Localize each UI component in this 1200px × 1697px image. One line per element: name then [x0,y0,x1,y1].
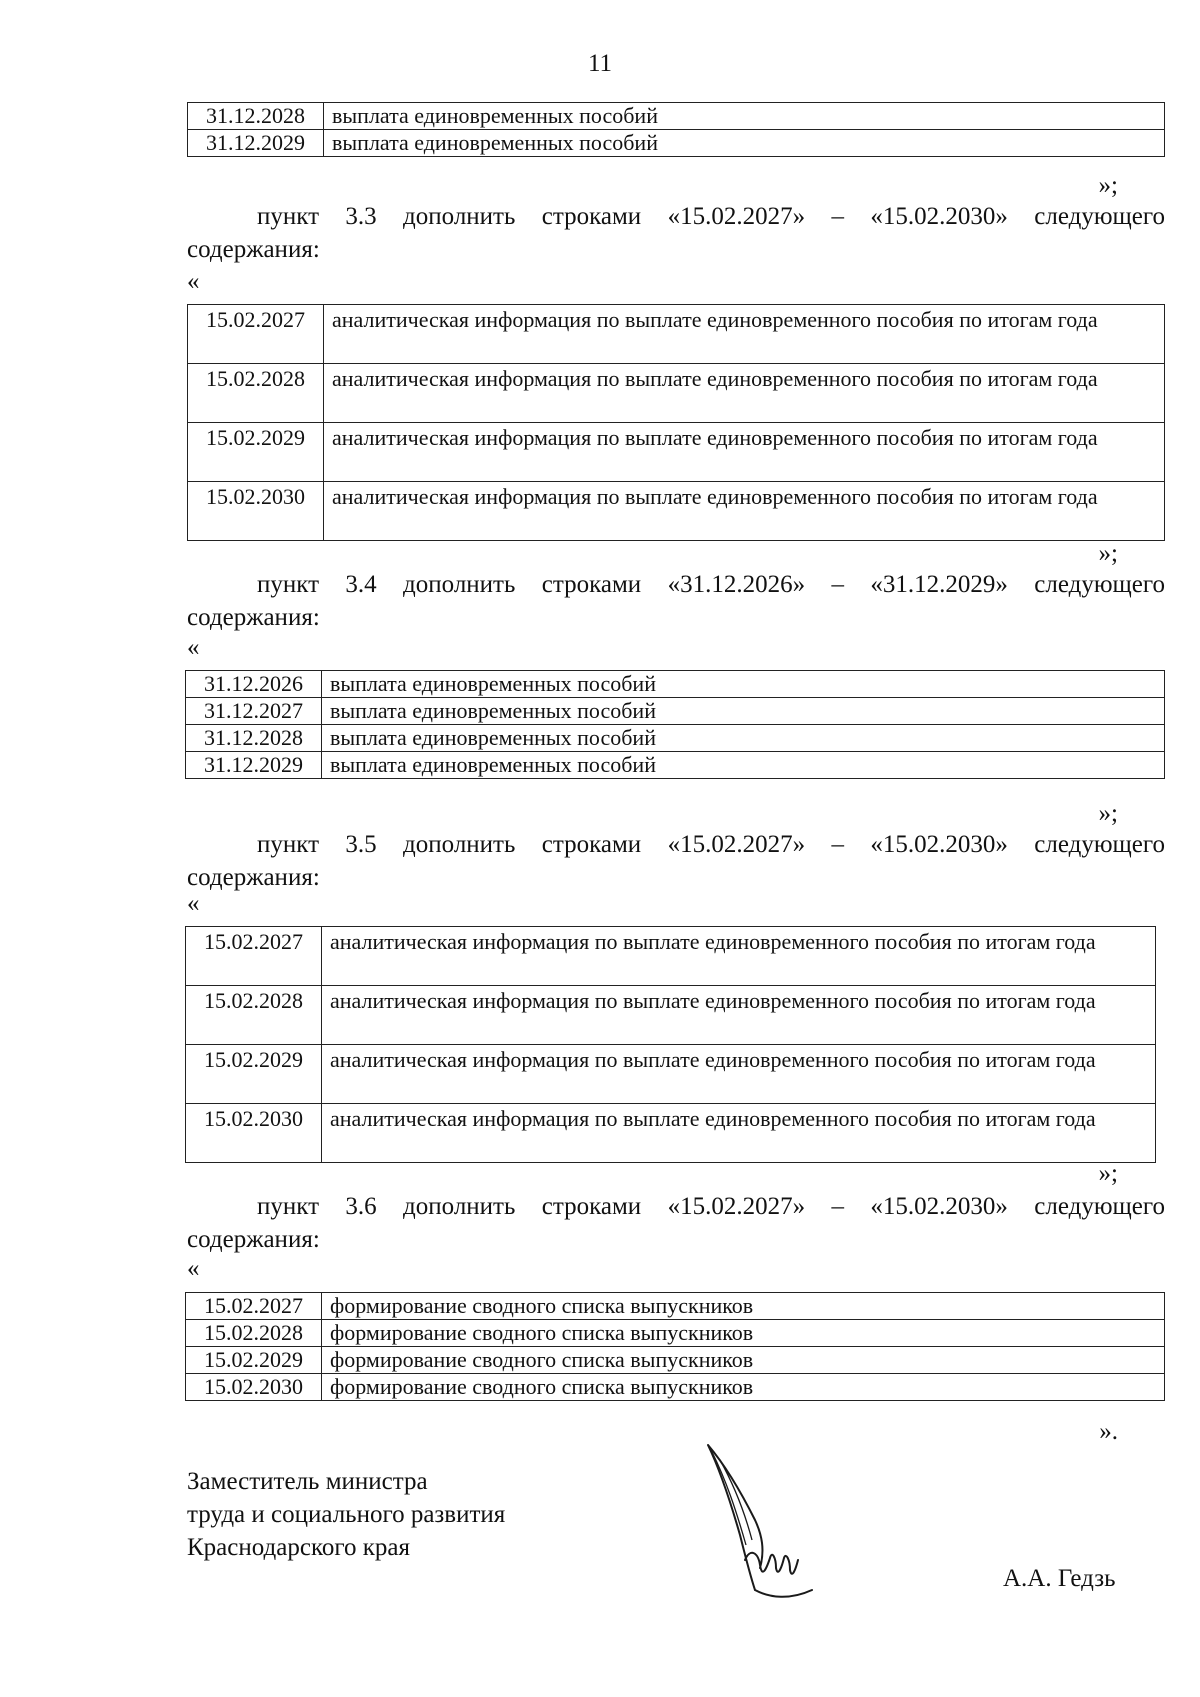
page-number: 11 [587,50,613,77]
table-row [186,1374,1165,1401]
table-cell-date: 15.02.2029 [188,423,324,482]
table-row [186,752,1165,779]
handwritten-signature [700,1440,830,1610]
table-cell-date: 31.12.2029 [188,130,324,157]
paragraph-line: содержания: [187,604,320,631]
closing-quote: »; [1098,800,1118,827]
paragraph-3-6 [187,1190,1165,1256]
paragraph-line: пункт 3.6 дополнить строками «15.02.2027» – «15.02.2030» следующего [257,1193,1165,1220]
closing-quote: »; [1098,172,1118,199]
table-cell-text: выплата единовременных пособий [324,103,1165,130]
table-row [186,698,1165,725]
top-table [187,102,1165,157]
table-cell-date: 15.02.2028 [186,986,322,1045]
signer-position-line: Краснодарского края [187,1534,410,1561]
table-cell-date: 31.12.2027 [186,698,322,725]
opening-quote: « [187,890,200,917]
paragraph-line: пункт 3.3 дополнить строками «15.02.2027» – «15.02.2030» следующего [257,203,1165,230]
table-3-3 [187,304,1165,541]
table-cell-text: выплата единовременных пособий [322,725,1165,752]
signer-position-line: Заместитель министра [187,1468,428,1495]
paragraph-3-4 [187,568,1165,634]
table-row [186,1320,1165,1347]
table-cell-date: 15.02.2027 [186,1293,322,1320]
table-row [188,305,1165,364]
table-cell-date: 15.02.2027 [186,927,322,986]
table-row [186,986,1156,1045]
table-cell-text: формирование сводного списка выпускников [322,1320,1165,1347]
table-cell-date: 15.02.2030 [188,482,324,541]
table-row [188,130,1165,157]
table-cell-text: аналитическая информация по выплате единовременного пособия по итогам года [324,423,1165,482]
table-cell-text: формирование сводного списка выпускников [322,1347,1165,1374]
closing-quote: »; [1098,540,1118,567]
table-cell-text: выплата единовременных пособий [324,130,1165,157]
table-cell-date: 15.02.2028 [188,364,324,423]
table-cell-date: 15.02.2029 [186,1045,322,1104]
table-row [186,671,1165,698]
table-cell-text: аналитическая информация по выплате единовременного пособия по итогам года [322,1104,1156,1163]
paragraph-line: содержания: [187,1226,320,1253]
table-cell-text: аналитическая информация по выплате единовременного пособия по итогам года [322,1045,1156,1104]
table-cell-text: формирование сводного списка выпускников [322,1293,1165,1320]
table-row [186,1293,1165,1320]
table-3-4 [185,670,1165,779]
table-row [188,482,1165,541]
table-row [186,927,1156,986]
table-cell-text: выплата единовременных пособий [322,671,1165,698]
paragraph-3-5 [187,828,1165,894]
table-cell-date: 15.02.2027 [188,305,324,364]
table-cell-date: 15.02.2030 [186,1104,322,1163]
table-cell-date: 31.12.2026 [186,671,322,698]
table-row [188,103,1165,130]
opening-quote: « [187,634,200,661]
table-row [186,725,1165,752]
opening-quote: « [187,268,200,295]
table-row [186,1347,1165,1374]
table-cell-text: аналитическая информация по выплате единовременного пособия по итогам года [324,364,1165,423]
opening-quote: « [187,1255,200,1282]
table-3-6 [185,1292,1165,1401]
paragraph-line: содержания: [187,864,320,891]
table-cell-text: аналитическая информация по выплате единовременного пособия по итогам года [322,927,1156,986]
closing-quote: »; [1098,1160,1118,1187]
table-cell-text: аналитическая информация по выплате единовременного пособия по итогам года [324,305,1165,364]
paragraph-line: пункт 3.5 дополнить строками «15.02.2027» – «15.02.2030» следующего [257,831,1165,858]
closing-quote: ». [1099,1418,1118,1445]
signer-name: А.А. Гедзь [1003,1565,1116,1592]
table-cell-text: формирование сводного списка выпускников [322,1374,1165,1401]
signer-position [187,1465,505,1564]
table-3-5 [185,926,1156,1163]
table-cell-date: 31.12.2029 [186,752,322,779]
table-row [186,1045,1156,1104]
table-cell-date: 31.12.2028 [186,725,322,752]
table-row [186,1104,1156,1163]
paragraph-line: содержания: [187,236,320,263]
paragraph-3-3 [187,200,1165,266]
paragraph-line: пункт 3.4 дополнить строками «31.12.2026» – «31.12.2029» следующего [257,571,1165,598]
table-row [188,423,1165,482]
table-cell-date: 15.02.2029 [186,1347,322,1374]
table-cell-text: выплата единовременных пособий [322,752,1165,779]
table-cell-text: аналитическая информация по выплате единовременного пособия по итогам года [322,986,1156,1045]
table-cell-text: выплата единовременных пособий [322,698,1165,725]
table-cell-date: 31.12.2028 [188,103,324,130]
signer-position-line: труда и социального развития [187,1501,506,1528]
table-row [188,364,1165,423]
table-cell-date: 15.02.2030 [186,1374,322,1401]
table-cell-date: 15.02.2028 [186,1320,322,1347]
table-cell-text: аналитическая информация по выплате единовременного пособия по итогам года [324,482,1165,541]
